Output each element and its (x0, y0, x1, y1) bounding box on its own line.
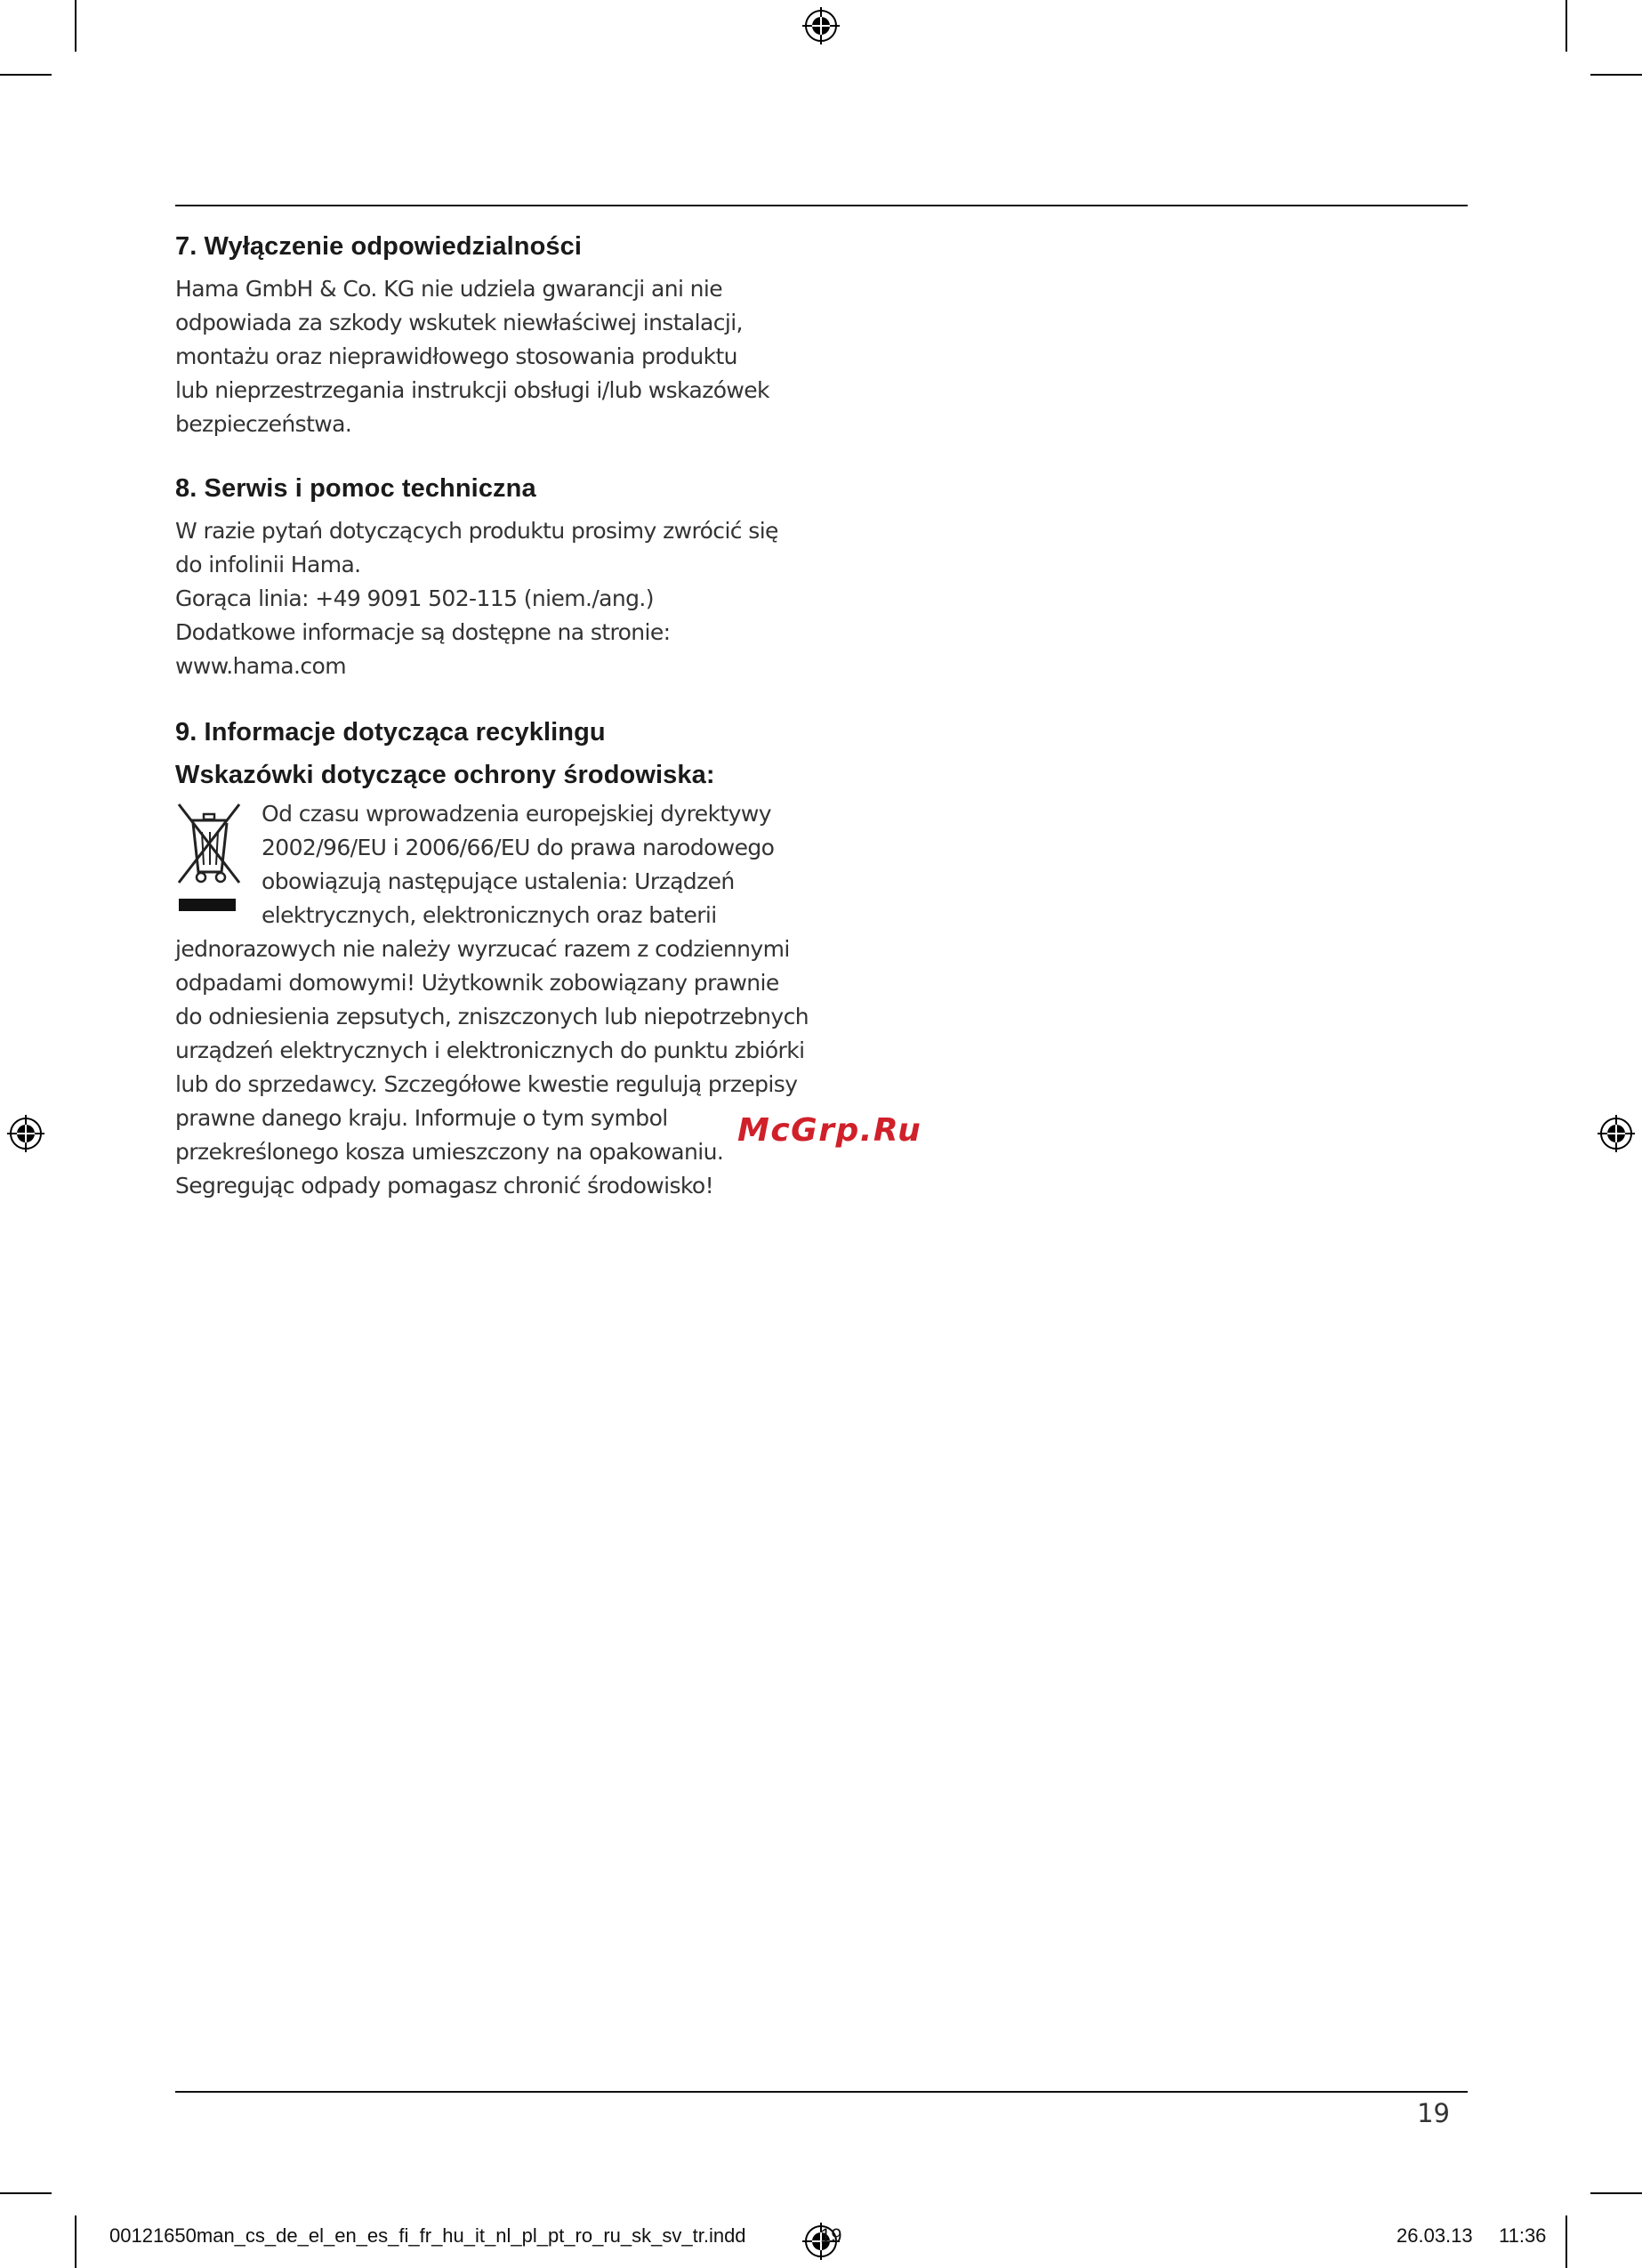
crop-mark (1566, 2216, 1567, 2268)
crossed-out-wheelie-bin-icon (175, 801, 243, 916)
page-number: 19 (1417, 2098, 1450, 2128)
section-subheading: Wskazówki dotyczące ochrony środowiska: (175, 761, 715, 789)
top-rule (175, 205, 1468, 206)
section-disclaimer (175, 230, 769, 441)
bottom-rule (175, 2091, 1468, 2093)
section-recycling (175, 715, 809, 1199)
text-line: do infolinii Hama. (175, 552, 361, 577)
registration-mark-icon (1598, 1115, 1635, 1152)
text-line: lub do sprzedawcy. Szczegółowe kwestie regulują przepisy (175, 1071, 798, 1097)
text-line: Hama GmbH & Co. KG nie udziela gwarancji ani nie (175, 276, 723, 302)
section-body (175, 272, 769, 441)
section-heading: 9. Informacje dotycząca recyklingu (175, 718, 606, 747)
text-line: odpadami domowymi! Użytkownik zobowiązany prawnie (175, 970, 779, 996)
slug-date: 26.03.13 (1397, 2224, 1473, 2247)
text-line: urządzeń elektrycznych i elektronicznych do punktu zbiórki (175, 1037, 805, 1063)
text-line: prawne danego kraju. Informuje o tym symbol (175, 1105, 668, 1131)
section-heading: 8. Serwis i pomoc techniczna (175, 474, 536, 503)
text-line: jednorazowych nie należy wyrzucać razem z codziennymi (175, 936, 790, 962)
watermark: McGrp.Ru (737, 1112, 922, 1149)
crop-mark (0, 74, 52, 76)
text-line: odpowiada za szkody wskutek niewłaściwej instalacji, (175, 310, 743, 335)
section-service (175, 472, 778, 683)
text-line: przekreślonego kosza umieszczony na opakowaniu. (175, 1139, 724, 1165)
section-heading: 7. Wyłączenie odpowiedzialności (175, 232, 583, 261)
text-line: Segregując odpady pomagasz chronić środowisko! (175, 1173, 714, 1199)
crop-mark (75, 0, 76, 52)
text-line: W razie pytań dotyczących produktu prosimy zwrócić się (175, 518, 778, 544)
crop-mark (1566, 0, 1567, 52)
slug-time: 11:36 (1499, 2224, 1547, 2247)
registration-mark-icon (7, 1115, 44, 1152)
crop-mark (0, 2192, 52, 2194)
section-body (175, 514, 778, 683)
crop-mark (75, 2216, 76, 2268)
text-line: montażu oraz nieprawidłowego stosowania produktu (175, 343, 737, 369)
text-line: elektrycznych, elektronicznych oraz baterii (262, 902, 717, 928)
text-line: Od czasu wprowadzenia europejskiej dyrektywy (262, 801, 771, 827)
text-line: bezpieczeństwa. (175, 411, 352, 437)
website-link: www.hama.com (175, 653, 346, 679)
crop-mark (1590, 2192, 1642, 2194)
text-line: 2002/96/EU i 2006/66/EU do prawa narodowego (262, 835, 775, 860)
slug-page: 19 (820, 2224, 842, 2247)
text-line: obowiązują następujące ustalenia: Urządzeń (262, 868, 735, 894)
hotline-text: Gorąca linia: +49 9091 502-115 (niem./ang.) (175, 585, 654, 611)
registration-mark-icon (802, 7, 840, 44)
text-line: do odniesienia zepsutych, zniszczonych lub niepotrzebnych (175, 1004, 809, 1029)
recycling-text (175, 932, 809, 1203)
text-line: lub nieprzestrzegania instrukcji obsługi i/lub wskazówek (175, 377, 769, 403)
crop-mark (1590, 74, 1642, 76)
recycling-text-beside-icon (262, 797, 774, 932)
slug-filename: 00121650man_cs_de_el_en_es_fi_fr_hu_it_nl_pl_pt_ro_ru_sk_sv_tr.indd (109, 2224, 746, 2247)
text-line: Dodatkowe informacje są dostępne na stronie: (175, 619, 671, 645)
